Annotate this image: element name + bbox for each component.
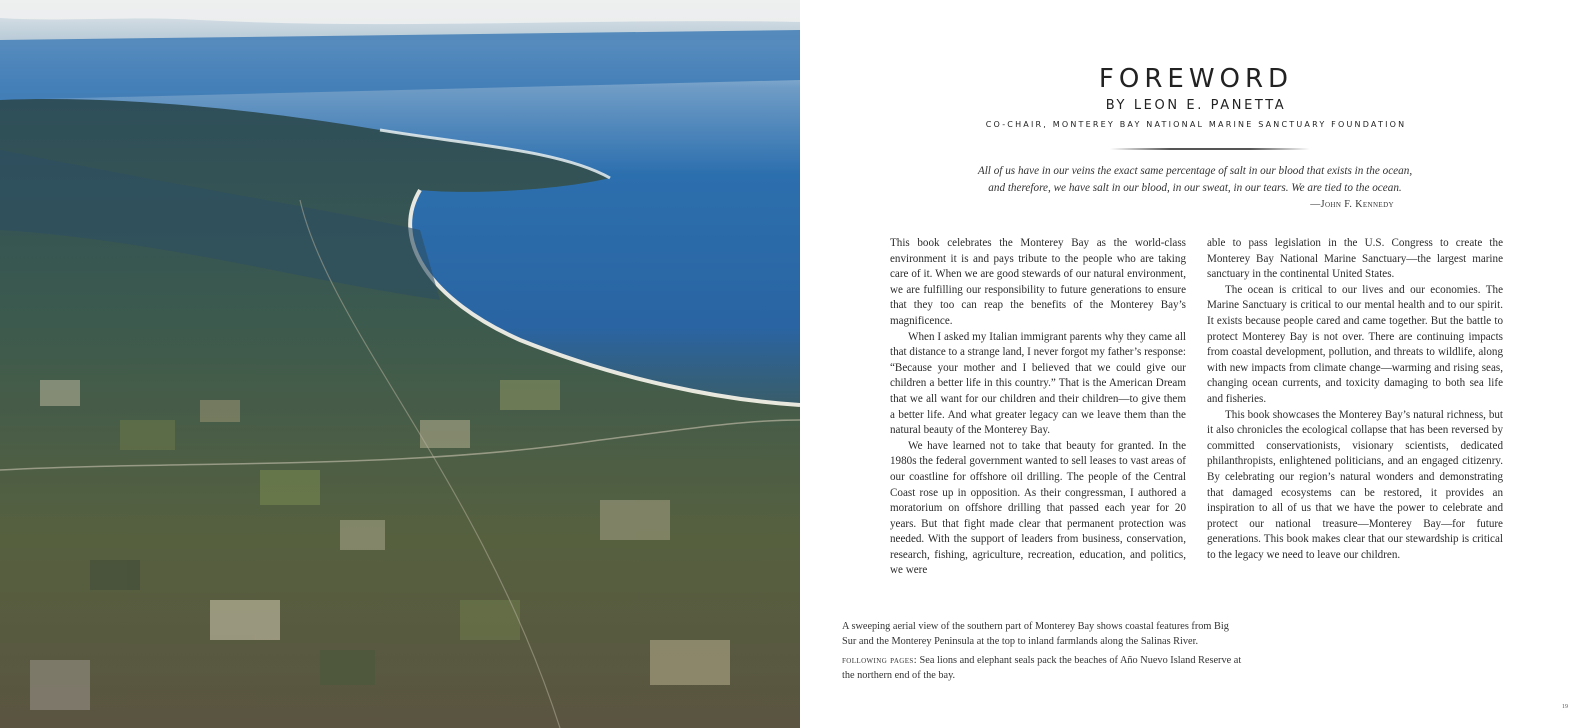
body-column-left (890, 236, 1186, 579)
body-paragraph: We have learned not to take that beauty for granted. In the 1980s the federal government wanted to sell leases to vast areas of our coastline for offshore oil drilling. The people of the Central Coast rose up in opposition. As their congressman, I authored a moratorium on offshore drilling that passed each year for 20 years. But that fight made clear that permanent protection was needed. With the support of leaders from business, conservation, research, fishing, agriculture, recreation, education, and politics, we were (890, 439, 1186, 577)
body-paragraph: The ocean is critical to our lives and our economies. The Marine Sanctuary is critical to our mental health and to our spirit. It exists because people cared and came together. But the battle to protect Monterey Bay is not over. There are continuing impacts from coastal development, pollution, and threats to wildlife, along with new impacts from climate change—warming and rising seas, changing ocean currents, and toxicity damaging to both sea life and fisheries. (1207, 283, 1503, 405)
body-paragraph: This book showcases the Monterey Bay’s natural richness, but it also chronicles the ecological collapse that has been reversed by committed conservationists, visionary scientists, dedicated philanthropists, enlightened politicians, and an engaged citizenry. By celebrating our region’s natural wonders and demonstrating that damaged ecosystems can be restored, it provides an inspiration to all of us that we have the power to celebrate and protect our national treasure—Monterey Bay—for future generations. This book makes clear that our stewardship is critical to the legacy we need to leave our children. (1207, 408, 1503, 561)
body-column-right (1207, 236, 1503, 563)
body-paragraph: able to pass legislation in the U.S. Congress to create the Monterey Bay National Marine Sanctuary—the largest marine sanctuary in the continental United States. (1207, 237, 1503, 281)
epigraph-line-2: and therefore, we have salt in our blood, in our sweat, in our tears. We are tied to the ocean. (988, 181, 1402, 194)
title-divider (1110, 148, 1310, 150)
photo-caption: A sweeping aerial view of the southern part of Monterey Bay shows coastal features from Big Sur and the Monterey Peninsula at the top to inland farmlands along the Salinas River. (842, 621, 1229, 647)
author-role: CO-CHAIR, MONTEREY BAY NATIONAL MARINE SANCTUARY FOUNDATION (985, 120, 1407, 129)
page-number: 19 (1562, 704, 1568, 710)
foreword-page (800, 0, 1592, 728)
following-pages-label: following pages: (842, 655, 917, 666)
body-paragraph: When I asked my Italian immigrant parents why they came all that distance to a strange land, I never forgot my father’s response: “Because your mother and I believed that we could give our children a better life in this country.” That is the American Dream that we all want for our children and their children—to give them a better life. And what greater legacy can we leave them than the natural beauty of the Monterey Bay. (890, 330, 1186, 437)
following-pages-caption (842, 653, 1242, 683)
epigraph-quote (950, 163, 1440, 196)
following-pages-text: Sea lions and elephant seals pack the beaches of Año Nuevo Island Reserve at the northern end of the bay. (842, 655, 1242, 681)
epigraph-attribution: —John F. Kennedy (1310, 199, 1394, 210)
body-paragraph: This book celebrates the Monterey Bay as the world-class environment it is and pays tribute to the people who are taking care of it. When we are good stewards of our natural environment, we are fulfilling our responsibility to future generations to ensure that they too can reap the benefits of the Monterey Bay’s magnificence. (890, 237, 1186, 327)
author-byline: BY LEON E. PANETTA (1105, 98, 1287, 113)
foreword-title: FOREWORD (1098, 64, 1294, 94)
epigraph-line-1: All of us have in our veins the exact same percentage of salt in our blood that exists in the ocean, (977, 165, 1413, 177)
